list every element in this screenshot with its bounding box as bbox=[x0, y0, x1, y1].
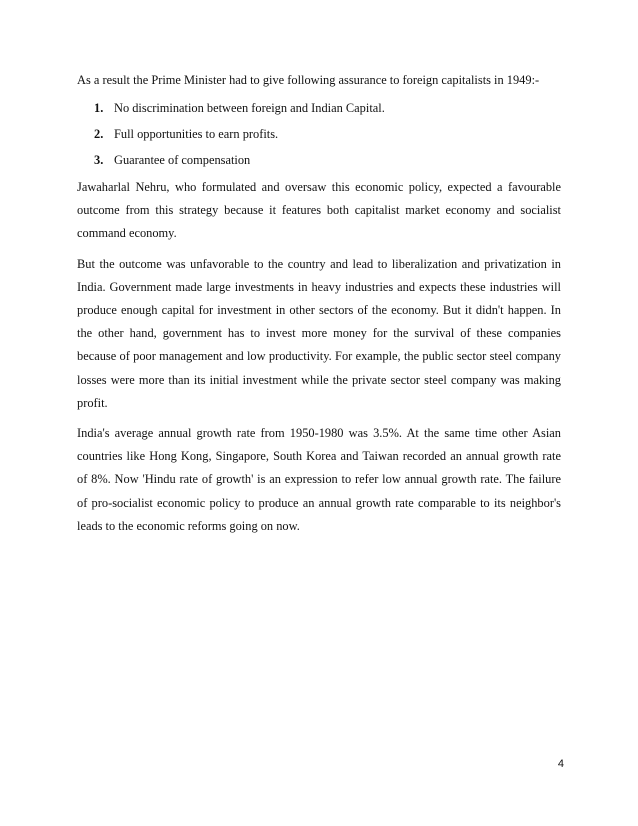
list-item bbox=[77, 121, 561, 147]
list-item-number: 1. bbox=[94, 101, 104, 115]
list-item-text: No discrimination between foreign and Indian Capital. bbox=[114, 101, 385, 115]
paragraph-outcome: But the outcome was unfavorable to the country and lead to liberalization and privatization in India. Government made large investments in heavy industries and expects these industries will produce enough capital for investment in other sectors of the economy. But it didn't happen. In the other hand, government has to invest more money for the survival of these companies because of poor management and low productivity. For example, the public sector steel company losses were more than its initial investment while the private sector steel company was making profit. bbox=[77, 256, 561, 410]
list-item bbox=[77, 147, 561, 173]
document-body bbox=[77, 66, 561, 545]
intro-paragraph: As a result the Prime Minister had to give following assurance to foreign capitalists in 1949:- bbox=[77, 73, 540, 87]
paragraph-nehru: Jawaharlal Nehru, who formulated and oversaw this economic policy, expected a favourable outcome from this strategy because it features both capitalist market economy and socialist command economy. bbox=[77, 180, 561, 241]
list-item-text: Full opportunities to earn profits. bbox=[114, 127, 279, 141]
list-item-number: 3. bbox=[94, 153, 104, 167]
page-number: 4 bbox=[557, 758, 564, 770]
paragraph-growth-rate: India's average annual growth rate from 1950-1980 was 3.5%. At the same time other Asian countries like Hong Kong, Singapore, South Korea and Taiwan recorded an annual growth rate of 8%. Now 'Hindu rate of growth' is an expression to refer low annual growth rate. The failure of pro-socialist economic policy to produce an annual growth rate comparable to its neighbor's leads to the economic reforms going on now. bbox=[77, 426, 561, 533]
assurance-list bbox=[77, 95, 561, 173]
list-item bbox=[77, 95, 561, 121]
list-item-text: Guarantee of compensation bbox=[114, 153, 251, 167]
list-item-number: 2. bbox=[94, 127, 104, 141]
